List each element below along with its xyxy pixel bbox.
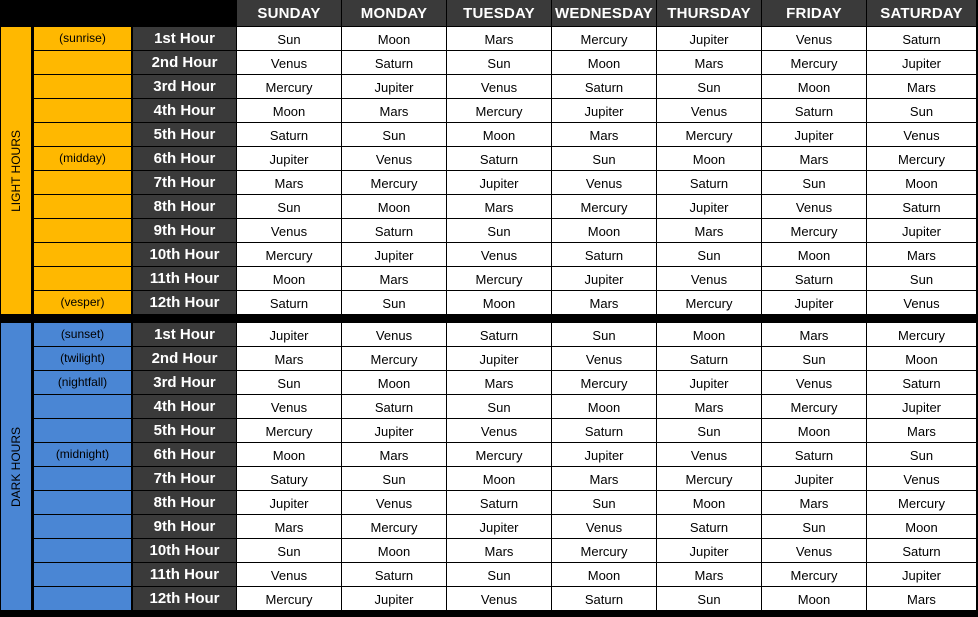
hour-label: 10th Hour <box>133 539 236 562</box>
planet-cell-thursday: Mercury <box>657 467 761 490</box>
planet-cell-saturday: Jupiter <box>867 51 976 74</box>
table-row <box>0 347 978 370</box>
table-row <box>0 323 978 346</box>
section-divider <box>0 314 978 321</box>
planet-cell-thursday: Venus <box>657 99 761 122</box>
planet-cell-friday: Moon <box>762 243 866 266</box>
planet-cell-tuesday: Sun <box>447 395 551 418</box>
hour-label: 5th Hour <box>133 419 236 442</box>
planet-cell-wednesday: Moon <box>552 51 656 74</box>
planet-cell-monday: Saturn <box>342 563 446 586</box>
hour-label: 8th Hour <box>133 195 236 218</box>
planet-cell-friday: Jupiter <box>762 123 866 146</box>
planet-cell-thursday: Saturn <box>657 171 761 194</box>
planet-cell-thursday: Mars <box>657 395 761 418</box>
row-note: (sunset) <box>34 323 131 346</box>
day-header-thursday: THURSDAY <box>657 0 761 26</box>
planet-cell-friday: Jupiter <box>762 291 866 314</box>
planet-cell-tuesday: Saturn <box>447 323 551 346</box>
planet-cell-wednesday: Venus <box>552 171 656 194</box>
planet-cell-monday: Venus <box>342 491 446 514</box>
row-note <box>34 491 131 514</box>
planet-cell-saturday: Jupiter <box>867 395 976 418</box>
planet-cell-thursday: Saturn <box>657 347 761 370</box>
planet-cell-monday: Venus <box>342 323 446 346</box>
planet-cell-saturday: Sun <box>867 443 976 466</box>
planet-cell-saturday: Venus <box>867 467 976 490</box>
table-row <box>0 291 978 314</box>
row-note <box>34 195 131 218</box>
planet-cell-wednesday: Sun <box>552 147 656 170</box>
planet-cell-thursday: Moon <box>657 323 761 346</box>
table-row <box>0 75 978 98</box>
planet-cell-friday: Mars <box>762 323 866 346</box>
table-row <box>0 267 978 290</box>
row-note <box>34 75 131 98</box>
planet-cell-thursday: Mars <box>657 219 761 242</box>
day-header-monday: MONDAY <box>342 0 446 26</box>
planet-cell-monday: Mercury <box>342 171 446 194</box>
planet-cell-tuesday: Saturn <box>447 147 551 170</box>
planet-cell-sunday: Jupiter <box>237 323 341 346</box>
planet-cell-wednesday: Sun <box>552 323 656 346</box>
hour-label: 5th Hour <box>133 123 236 146</box>
planet-cell-friday: Mercury <box>762 219 866 242</box>
planet-cell-sunday: Venus <box>237 219 341 242</box>
planet-cell-monday: Mars <box>342 267 446 290</box>
planet-cell-friday: Moon <box>762 419 866 442</box>
planet-cell-sunday: Mars <box>237 347 341 370</box>
row-note: (twilight) <box>34 347 131 370</box>
planet-cell-monday: Jupiter <box>342 75 446 98</box>
planet-cell-friday: Mars <box>762 147 866 170</box>
planet-cell-tuesday: Venus <box>447 419 551 442</box>
planet-cell-sunday: Moon <box>237 99 341 122</box>
row-note: (sunrise) <box>34 27 131 50</box>
planet-cell-tuesday: Moon <box>447 291 551 314</box>
dark-hours-section <box>0 323 978 610</box>
planet-cell-wednesday: Saturn <box>552 587 656 610</box>
table-row <box>0 443 978 466</box>
row-note <box>34 123 131 146</box>
row-note <box>34 267 131 290</box>
planet-cell-wednesday: Moon <box>552 219 656 242</box>
row-note <box>34 587 131 610</box>
planet-cell-monday: Saturn <box>342 395 446 418</box>
planet-cell-wednesday: Mercury <box>552 371 656 394</box>
planet-cell-wednesday: Jupiter <box>552 267 656 290</box>
row-note <box>34 243 131 266</box>
planet-cell-wednesday: Mars <box>552 123 656 146</box>
planet-cell-friday: Saturn <box>762 267 866 290</box>
table-row <box>0 51 978 74</box>
hour-label: 9th Hour <box>133 515 236 538</box>
table-row <box>0 395 978 418</box>
planet-cell-tuesday: Mars <box>447 195 551 218</box>
planet-cell-tuesday: Moon <box>447 123 551 146</box>
planet-cell-monday: Saturn <box>342 51 446 74</box>
planet-cell-wednesday: Saturn <box>552 75 656 98</box>
hour-label: 12th Hour <box>133 291 236 314</box>
planet-cell-thursday: Moon <box>657 147 761 170</box>
planet-cell-monday: Sun <box>342 123 446 146</box>
row-note <box>34 395 131 418</box>
planet-cell-saturday: Saturn <box>867 195 976 218</box>
hour-label: 11th Hour <box>133 267 236 290</box>
row-note: (midnight) <box>34 443 131 466</box>
day-header-wednesday: WEDNESDAY <box>552 0 656 26</box>
planet-cell-thursday: Mercury <box>657 123 761 146</box>
planet-cell-saturday: Mars <box>867 243 976 266</box>
planet-cell-thursday: Moon <box>657 491 761 514</box>
planet-cell-tuesday: Jupiter <box>447 171 551 194</box>
planet-cell-saturday: Saturn <box>867 539 976 562</box>
planet-cell-saturday: Venus <box>867 291 976 314</box>
row-note: (vesper) <box>34 291 131 314</box>
planet-cell-friday: Saturn <box>762 99 866 122</box>
planet-cell-sunday: Mars <box>237 515 341 538</box>
planet-cell-monday: Sun <box>342 291 446 314</box>
planet-cell-tuesday: Venus <box>447 75 551 98</box>
planet-cell-friday: Venus <box>762 371 866 394</box>
planet-cell-monday: Jupiter <box>342 243 446 266</box>
hour-label: 7th Hour <box>133 171 236 194</box>
planet-cell-tuesday: Sun <box>447 51 551 74</box>
hour-label: 12th Hour <box>133 587 236 610</box>
planet-cell-thursday: Sun <box>657 75 761 98</box>
table-row <box>0 467 978 490</box>
planet-cell-tuesday: Mercury <box>447 443 551 466</box>
table-row <box>0 563 978 586</box>
planet-cell-wednesday: Mars <box>552 291 656 314</box>
planet-cell-monday: Jupiter <box>342 419 446 442</box>
table-row <box>0 195 978 218</box>
planet-cell-wednesday: Jupiter <box>552 99 656 122</box>
planet-cell-friday: Sun <box>762 515 866 538</box>
day-header-sunday: SUNDAY <box>237 0 341 26</box>
planet-cell-wednesday: Moon <box>552 395 656 418</box>
planet-cell-monday: Mercury <box>342 347 446 370</box>
hour-label: 2nd Hour <box>133 347 236 370</box>
planet-cell-thursday: Sun <box>657 243 761 266</box>
planet-cell-sunday: Mercury <box>237 587 341 610</box>
hour-label: 6th Hour <box>133 443 236 466</box>
planet-cell-monday: Moon <box>342 195 446 218</box>
hour-label: 7th Hour <box>133 467 236 490</box>
hour-label: 11th Hour <box>133 563 236 586</box>
planet-cell-thursday: Jupiter <box>657 27 761 50</box>
planet-cell-wednesday: Mars <box>552 467 656 490</box>
row-note <box>34 171 131 194</box>
planet-cell-saturday: Venus <box>867 123 976 146</box>
planet-cell-thursday: Jupiter <box>657 371 761 394</box>
planet-cell-friday: Mars <box>762 491 866 514</box>
planet-cell-thursday: Venus <box>657 443 761 466</box>
planet-cell-wednesday: Mercury <box>552 195 656 218</box>
planet-cell-thursday: Mars <box>657 51 761 74</box>
planet-cell-tuesday: Sun <box>447 219 551 242</box>
hour-label: 1st Hour <box>133 27 236 50</box>
planet-cell-monday: Mercury <box>342 515 446 538</box>
section-label-text: DARK HOURS <box>9 426 23 507</box>
table-row <box>0 99 978 122</box>
row-note <box>34 563 131 586</box>
planet-cell-monday: Mars <box>342 99 446 122</box>
planet-cell-tuesday: Mars <box>447 371 551 394</box>
planet-cell-saturday: Mars <box>867 75 976 98</box>
planet-cell-friday: Mercury <box>762 51 866 74</box>
planet-cell-wednesday: Sun <box>552 491 656 514</box>
planet-cell-monday: Sun <box>342 467 446 490</box>
planet-cell-saturday: Mercury <box>867 323 976 346</box>
hour-label: 10th Hour <box>133 243 236 266</box>
hour-label: 8th Hour <box>133 491 236 514</box>
planet-cell-monday: Moon <box>342 371 446 394</box>
planet-cell-saturday: Moon <box>867 171 976 194</box>
planet-cell-saturday: Moon <box>867 347 976 370</box>
hour-label: 2nd Hour <box>133 51 236 74</box>
section-label-text: LIGHT HOURS <box>9 129 23 212</box>
planet-cell-wednesday: Saturn <box>552 243 656 266</box>
planet-cell-wednesday: Saturn <box>552 419 656 442</box>
planet-cell-sunday: Venus <box>237 395 341 418</box>
planet-cell-sunday: Saturn <box>237 123 341 146</box>
planet-cell-friday: Sun <box>762 347 866 370</box>
row-note <box>34 467 131 490</box>
planet-cell-thursday: Sun <box>657 419 761 442</box>
planet-cell-thursday: Jupiter <box>657 539 761 562</box>
planet-cell-saturday: Sun <box>867 99 976 122</box>
planet-cell-sunday: Jupiter <box>237 491 341 514</box>
table-row <box>0 491 978 514</box>
planet-cell-friday: Moon <box>762 75 866 98</box>
planet-cell-monday: Moon <box>342 27 446 50</box>
planet-cell-sunday: Moon <box>237 267 341 290</box>
planet-cell-tuesday: Sun <box>447 563 551 586</box>
planet-cell-sunday: Sun <box>237 27 341 50</box>
planet-cell-thursday: Jupiter <box>657 195 761 218</box>
row-note <box>34 99 131 122</box>
table-row <box>0 419 978 442</box>
hour-label: 3rd Hour <box>133 75 236 98</box>
planet-cell-friday: Moon <box>762 587 866 610</box>
table-row <box>0 123 978 146</box>
planet-cell-monday: Moon <box>342 539 446 562</box>
table-row <box>0 27 978 50</box>
table-header-row <box>0 0 978 26</box>
planet-cell-saturday: Mars <box>867 587 976 610</box>
planet-cell-saturday: Saturn <box>867 371 976 394</box>
hour-label: 1st Hour <box>133 323 236 346</box>
planet-cell-sunday: Sun <box>237 371 341 394</box>
planet-cell-friday: Mercury <box>762 395 866 418</box>
planet-cell-sunday: Saturn <box>237 291 341 314</box>
planet-cell-friday: Venus <box>762 539 866 562</box>
planet-cell-tuesday: Mercury <box>447 99 551 122</box>
planet-cell-saturday: Jupiter <box>867 219 976 242</box>
planet-cell-tuesday: Mercury <box>447 267 551 290</box>
planet-cell-thursday: Saturn <box>657 515 761 538</box>
row-note: (midday) <box>34 147 131 170</box>
planet-cell-friday: Mercury <box>762 563 866 586</box>
row-note: (nightfall) <box>34 371 131 394</box>
planet-cell-sunday: Jupiter <box>237 147 341 170</box>
table-row <box>0 515 978 538</box>
planet-cell-sunday: Mars <box>237 171 341 194</box>
planet-cell-saturday: Mercury <box>867 491 976 514</box>
planet-cell-thursday: Mars <box>657 563 761 586</box>
planet-cell-monday: Venus <box>342 147 446 170</box>
planet-cell-thursday: Sun <box>657 587 761 610</box>
planet-cell-sunday: Mercury <box>237 243 341 266</box>
planet-cell-saturday: Saturn <box>867 27 976 50</box>
planet-cell-wednesday: Jupiter <box>552 443 656 466</box>
table-row <box>0 147 978 170</box>
planet-cell-wednesday: Mercury <box>552 27 656 50</box>
planet-cell-saturday: Mars <box>867 419 976 442</box>
planet-cell-sunday: Venus <box>237 563 341 586</box>
planet-cell-sunday: Mercury <box>237 419 341 442</box>
planet-cell-friday: Saturn <box>762 443 866 466</box>
row-note <box>34 515 131 538</box>
planet-cell-tuesday: Mars <box>447 539 551 562</box>
planet-cell-wednesday: Venus <box>552 347 656 370</box>
planet-cell-friday: Venus <box>762 195 866 218</box>
planet-cell-friday: Venus <box>762 27 866 50</box>
row-note <box>34 219 131 242</box>
hour-label: 3rd Hour <box>133 371 236 394</box>
planet-cell-sunday: Sun <box>237 539 341 562</box>
planet-cell-saturday: Moon <box>867 515 976 538</box>
planet-cell-friday: Sun <box>762 171 866 194</box>
planet-cell-sunday: Satury <box>237 467 341 490</box>
planet-cell-wednesday: Venus <box>552 515 656 538</box>
planet-cell-saturday: Sun <box>867 267 976 290</box>
hour-label: 4th Hour <box>133 99 236 122</box>
planet-cell-friday: Jupiter <box>762 467 866 490</box>
planet-cell-tuesday: Saturn <box>447 491 551 514</box>
day-header-saturday: SATURDAY <box>867 0 976 26</box>
planet-cell-thursday: Mercury <box>657 291 761 314</box>
table-row <box>0 539 978 562</box>
planet-cell-monday: Jupiter <box>342 587 446 610</box>
row-note <box>34 539 131 562</box>
table-row <box>0 587 978 610</box>
planet-cell-sunday: Sun <box>237 195 341 218</box>
planet-cell-saturday: Mercury <box>867 147 976 170</box>
planet-cell-tuesday: Moon <box>447 467 551 490</box>
day-header-tuesday: TUESDAY <box>447 0 551 26</box>
planet-cell-saturday: Jupiter <box>867 563 976 586</box>
planet-cell-tuesday: Venus <box>447 587 551 610</box>
planet-cell-tuesday: Jupiter <box>447 515 551 538</box>
planet-cell-monday: Saturn <box>342 219 446 242</box>
hour-label: 9th Hour <box>133 219 236 242</box>
table-row <box>0 243 978 266</box>
light-hours-section <box>0 27 978 314</box>
planet-cell-tuesday: Venus <box>447 243 551 266</box>
planet-cell-sunday: Mercury <box>237 75 341 98</box>
planet-cell-thursday: Venus <box>657 267 761 290</box>
planet-cell-tuesday: Jupiter <box>447 347 551 370</box>
row-note <box>34 51 131 74</box>
planet-cell-sunday: Moon <box>237 443 341 466</box>
table-row <box>0 371 978 394</box>
planet-cell-sunday: Venus <box>237 51 341 74</box>
hour-label: 6th Hour <box>133 147 236 170</box>
table-row <box>0 171 978 194</box>
planet-cell-tuesday: Mars <box>447 27 551 50</box>
planet-cell-wednesday: Mercury <box>552 539 656 562</box>
hour-label: 4th Hour <box>133 395 236 418</box>
planet-cell-wednesday: Moon <box>552 563 656 586</box>
planet-cell-monday: Mars <box>342 443 446 466</box>
table-row <box>0 219 978 242</box>
row-note <box>34 419 131 442</box>
day-header-friday: FRIDAY <box>762 0 866 26</box>
